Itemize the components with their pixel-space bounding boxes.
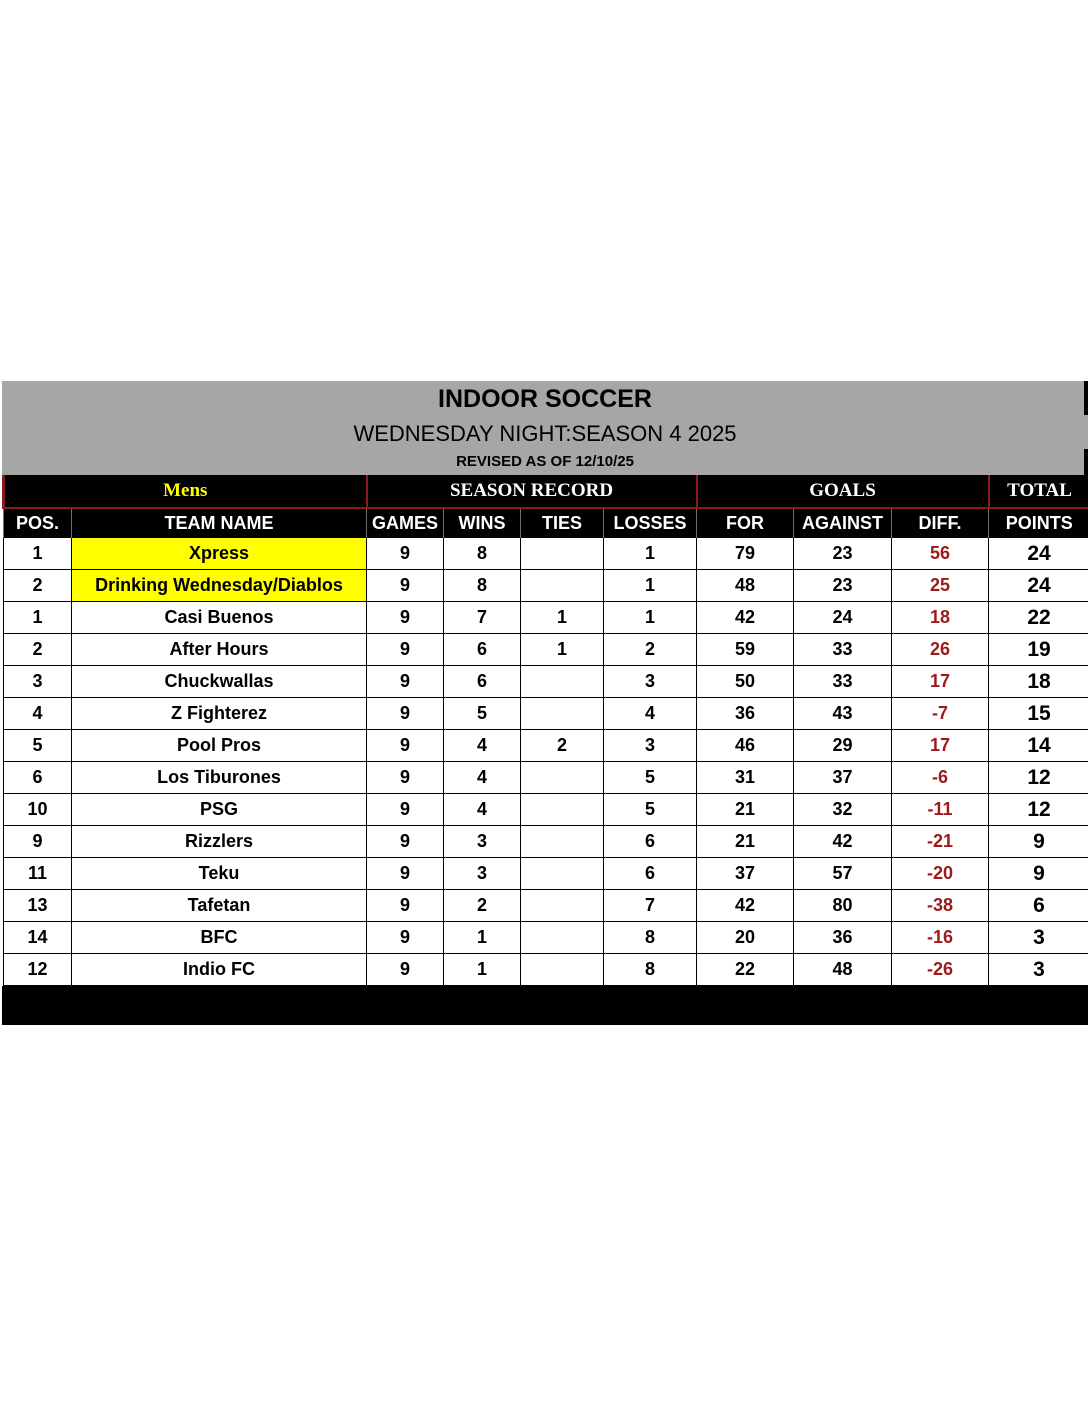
cell-team: Tafetan [72,890,367,922]
cell-against: 23 [794,538,892,570]
cell-points: 12 [989,762,1088,794]
col-team-name: TEAM NAME [72,508,367,538]
cell-games: 9 [367,954,444,986]
cell-wins: 5 [444,698,521,730]
cell-team: Teku [72,858,367,890]
cell-against: 36 [794,922,892,954]
table-row [4,570,1088,602]
cell-pos: 14 [4,922,72,954]
cell-team: Rizzlers [72,826,367,858]
cell-wins: 6 [444,666,521,698]
cell-ties [521,698,604,730]
cell-for: 79 [697,538,794,570]
cell-wins: 8 [444,538,521,570]
table-row [4,538,1088,570]
cell-losses: 8 [604,922,697,954]
revised-date: REVISED AS OF 12/10/25 [456,453,634,470]
cell-games: 9 [367,762,444,794]
col-against: AGAINST [794,508,892,538]
cell-points: 9 [989,858,1088,890]
cell-against: 48 [794,954,892,986]
cell-wins: 3 [444,858,521,890]
cell-for: 50 [697,666,794,698]
cell-pos: 12 [4,954,72,986]
cell-wins: 2 [444,890,521,922]
cell-team: Xpress [72,538,367,570]
cell-losses: 2 [604,634,697,666]
cell-points: 18 [989,666,1088,698]
cell-for: 21 [697,794,794,826]
cell-losses: 1 [604,602,697,634]
cell-diff: -6 [892,762,989,794]
cell-diff: -11 [892,794,989,826]
cell-losses: 6 [604,826,697,858]
page-subtitle: WEDNESDAY NIGHT:SEASON 4 2025 [353,421,737,446]
cell-diff: 17 [892,666,989,698]
cell-against: 32 [794,794,892,826]
cell-for: 31 [697,762,794,794]
total-header: TOTAL [989,475,1088,508]
cell-games: 9 [367,634,444,666]
cell-ties [521,538,604,570]
col-games: GAMES [367,508,444,538]
cell-for: 42 [697,890,794,922]
cell-ties [521,826,604,858]
standings-table [2,475,1088,986]
table-row [4,858,1088,890]
cell-games: 9 [367,890,444,922]
cell-wins: 1 [444,954,521,986]
cell-ties [521,570,604,602]
cell-team: Z Fighterez [72,698,367,730]
cell-wins: 4 [444,762,521,794]
col-points: POINTS [989,508,1088,538]
column-header-row [4,508,1088,538]
cell-ties: 2 [521,730,604,762]
cell-games: 9 [367,602,444,634]
cell-for: 37 [697,858,794,890]
table-row [4,698,1088,730]
cell-against: 24 [794,602,892,634]
cell-diff: -21 [892,826,989,858]
cell-diff: 25 [892,570,989,602]
cell-for: 42 [697,602,794,634]
cell-pos: 3 [4,666,72,698]
cell-pos: 2 [4,634,72,666]
cell-against: 43 [794,698,892,730]
cell-pos: 9 [4,826,72,858]
table-row [4,922,1088,954]
cell-team: After Hours [72,634,367,666]
table-row [4,762,1088,794]
table-row [4,794,1088,826]
cell-against: 33 [794,666,892,698]
cell-points: 3 [989,954,1088,986]
cell-points: 12 [989,794,1088,826]
cell-points: 19 [989,634,1088,666]
cell-for: 36 [697,698,794,730]
col-ties: TIES [521,508,604,538]
cell-diff: -26 [892,954,989,986]
cell-games: 9 [367,698,444,730]
col-diff: DIFF. [892,508,989,538]
table-row [4,826,1088,858]
cell-pos: 1 [4,538,72,570]
cell-games: 9 [367,730,444,762]
cell-wins: 4 [444,730,521,762]
cell-team: Indio FC [72,954,367,986]
cell-diff: -20 [892,858,989,890]
cell-points: 22 [989,602,1088,634]
division-label: Mens [4,475,367,508]
cell-games: 9 [367,826,444,858]
cell-team: BFC [72,922,367,954]
cell-games: 9 [367,570,444,602]
cell-pos: 13 [4,890,72,922]
cell-ties [521,922,604,954]
cell-losses: 3 [604,666,697,698]
cell-pos: 6 [4,762,72,794]
sheet-header [2,381,1088,475]
table-row [4,634,1088,666]
cell-games: 9 [367,858,444,890]
cell-losses: 1 [604,538,697,570]
cell-pos: 2 [4,570,72,602]
cell-wins: 6 [444,634,521,666]
cell-pos: 1 [4,602,72,634]
cell-against: 29 [794,730,892,762]
cell-losses: 8 [604,954,697,986]
cell-ties: 1 [521,602,604,634]
cell-losses: 7 [604,890,697,922]
cell-losses: 1 [604,570,697,602]
cell-diff: -16 [892,922,989,954]
cell-against: 80 [794,890,892,922]
table-row [4,890,1088,922]
cell-games: 9 [367,666,444,698]
cell-ties [521,954,604,986]
cell-wins: 8 [444,570,521,602]
cell-losses: 5 [604,762,697,794]
cell-pos: 11 [4,858,72,890]
cell-losses: 6 [604,858,697,890]
cell-pos: 4 [4,698,72,730]
cell-wins: 3 [444,826,521,858]
cell-points: 6 [989,890,1088,922]
cell-ties [521,794,604,826]
cell-ties [521,666,604,698]
cell-against: 33 [794,634,892,666]
cell-ties [521,890,604,922]
cell-against: 23 [794,570,892,602]
cell-team: Chuckwallas [72,666,367,698]
cell-for: 22 [697,954,794,986]
cell-wins: 7 [444,602,521,634]
cell-games: 9 [367,794,444,826]
cell-pos: 5 [4,730,72,762]
table-row [4,954,1088,986]
cell-team: Casi Buenos [72,602,367,634]
col-pos: POS. [4,508,72,538]
cell-diff: 17 [892,730,989,762]
cell-losses: 5 [604,794,697,826]
cell-ties: 1 [521,634,604,666]
cell-against: 57 [794,858,892,890]
cell-for: 59 [697,634,794,666]
cell-pos: 10 [4,794,72,826]
cell-against: 37 [794,762,892,794]
cell-points: 15 [989,698,1088,730]
col-for: FOR [697,508,794,538]
cell-diff: -38 [892,890,989,922]
season-record-header: SEASON RECORD [367,475,697,508]
cell-team: Drinking Wednesday/Diablos [72,570,367,602]
table-footer-bar [2,986,1088,1025]
cell-ties [521,762,604,794]
table-row [4,730,1088,762]
cell-diff: 26 [892,634,989,666]
cell-against: 42 [794,826,892,858]
cell-for: 46 [697,730,794,762]
cell-losses: 3 [604,730,697,762]
cell-points: 9 [989,826,1088,858]
cell-for: 21 [697,826,794,858]
col-wins: WINS [444,508,521,538]
cell-for: 48 [697,570,794,602]
cell-wins: 4 [444,794,521,826]
cell-team: Pool Pros [72,730,367,762]
cell-ties [521,858,604,890]
cell-for: 20 [697,922,794,954]
cell-points: 24 [989,570,1088,602]
group-header-row [4,475,1088,508]
cell-team: PSG [72,794,367,826]
cell-games: 9 [367,538,444,570]
cell-diff: -7 [892,698,989,730]
cell-points: 24 [989,538,1088,570]
col-losses: LOSSES [604,508,697,538]
table-row [4,602,1088,634]
table-row [4,666,1088,698]
cell-diff: 56 [892,538,989,570]
cell-games: 9 [367,922,444,954]
page-title: INDOOR SOCCER [438,385,652,413]
cell-points: 3 [989,922,1088,954]
cell-points: 14 [989,730,1088,762]
goals-header: GOALS [697,475,989,508]
standings-sheet [2,381,1088,1025]
cell-diff: 18 [892,602,989,634]
cell-wins: 1 [444,922,521,954]
cell-losses: 4 [604,698,697,730]
cell-team: Los Tiburones [72,762,367,794]
